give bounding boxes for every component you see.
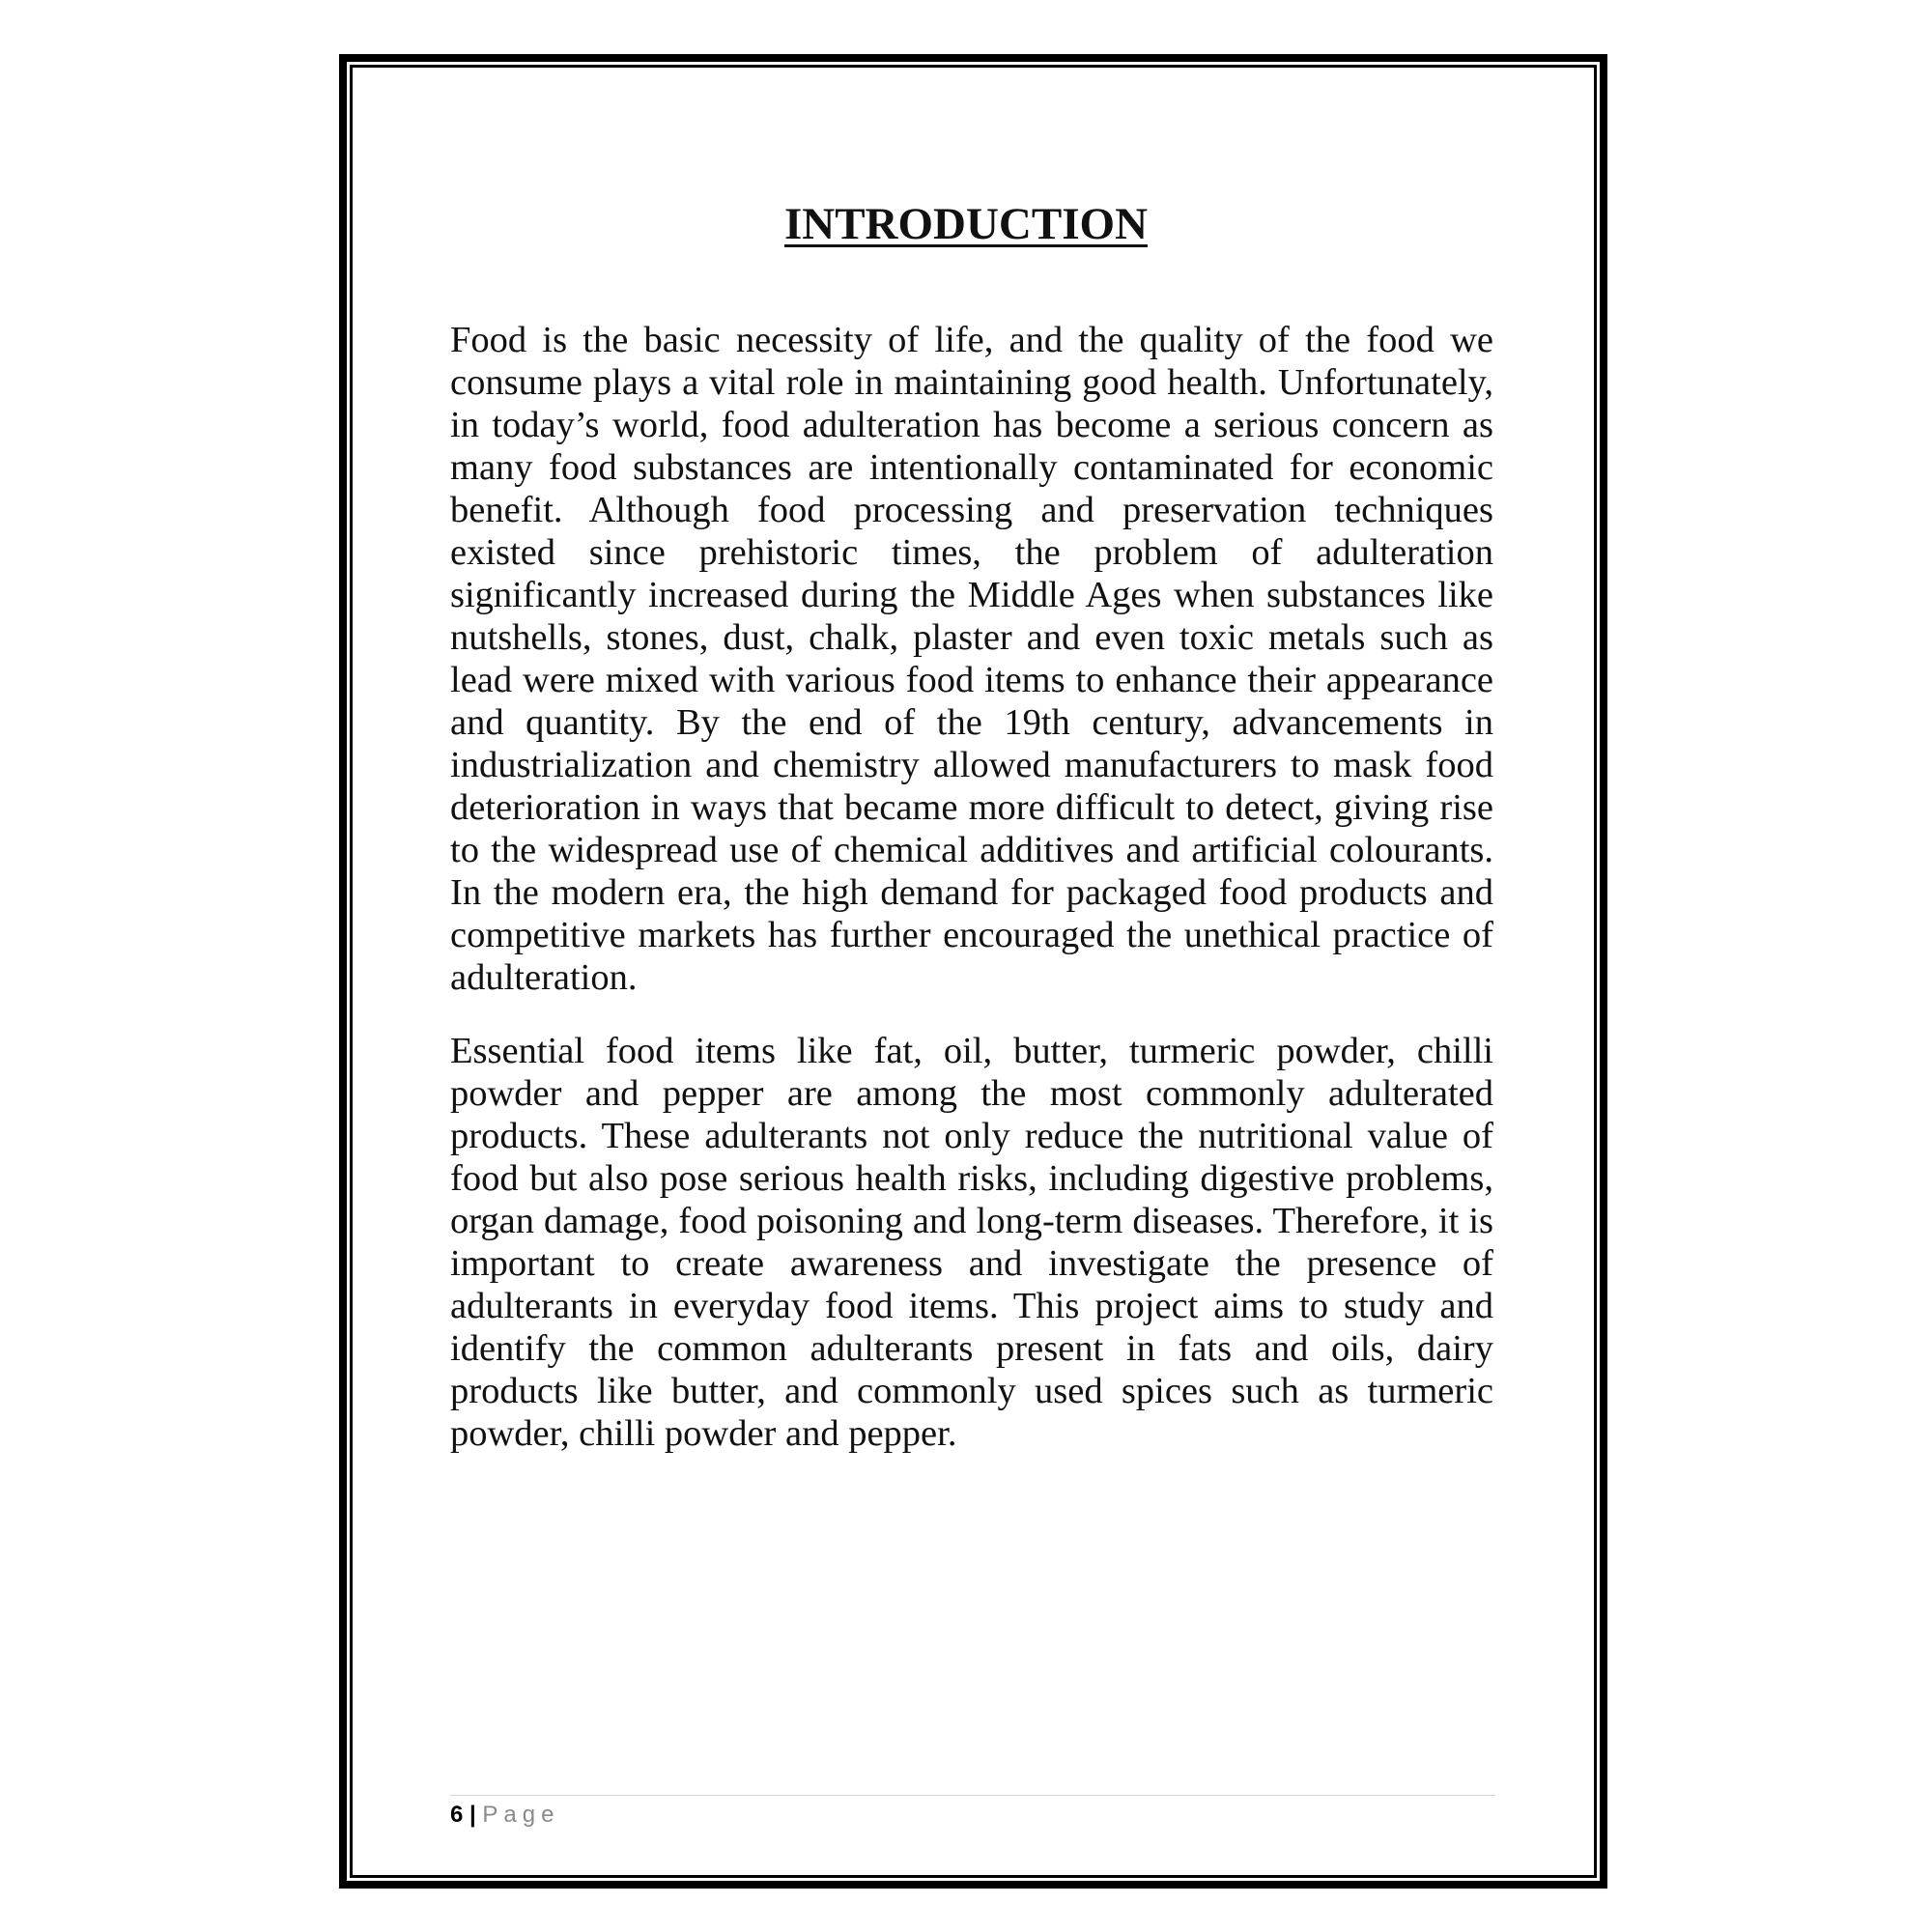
page-label: Page xyxy=(482,1802,560,1828)
paragraph: Food is the basic necessity of life, and the quality of the food we consume plays a vital role in maintaining good health. Unfortunately, in today’s world, food adulteration has become a serious concern as many food substances are intentionally contaminated for economic benefit. Although food processing and preservation techniques existed since prehistoric times, the problem of adulteration significantly increased during the Middle Ages when substances like nutshells, stones, dust, chalk, plaster and even toxic metals such as lead were mixed with various food items to enhance their appearance and quantity. By the end of the 19th century, advancements in industrialization and chemistry allowed manufacturers to mask food deterioration in ways that became more difficult to detect, giving rise to the widespread use of chemical additives and artificial colourants. In the modern era, the high demand for packaged food products and competitive markets has further encouraged the unethical practice of adulteration. xyxy=(450,320,1493,998)
paragraph: Essential food items like fat, oil, butter, turmeric powder, chilli powder and pepper are among the most commonly adulterated products. These adulterants not only reduce the nutritional value of food but also pose serious health risks, including digestive problems, organ damage, food poisoning and long-term diseases. Therefore, it is important to create awareness and investigate the presence of adulterants in everyday food items. This project aims to study and identify the common adulterants present in fats and oils, dairy products like butter, and commonly used spices such as turmeric powder, chilli powder and pepper. xyxy=(450,1031,1493,1454)
page-title: INTRODUCTION xyxy=(783,199,1149,250)
page-footer xyxy=(450,1801,559,1830)
page-number: 6 xyxy=(450,1802,464,1828)
footer-divider xyxy=(450,1795,1495,1796)
page-separator: | xyxy=(463,1802,483,1828)
body-text xyxy=(450,319,1493,1486)
